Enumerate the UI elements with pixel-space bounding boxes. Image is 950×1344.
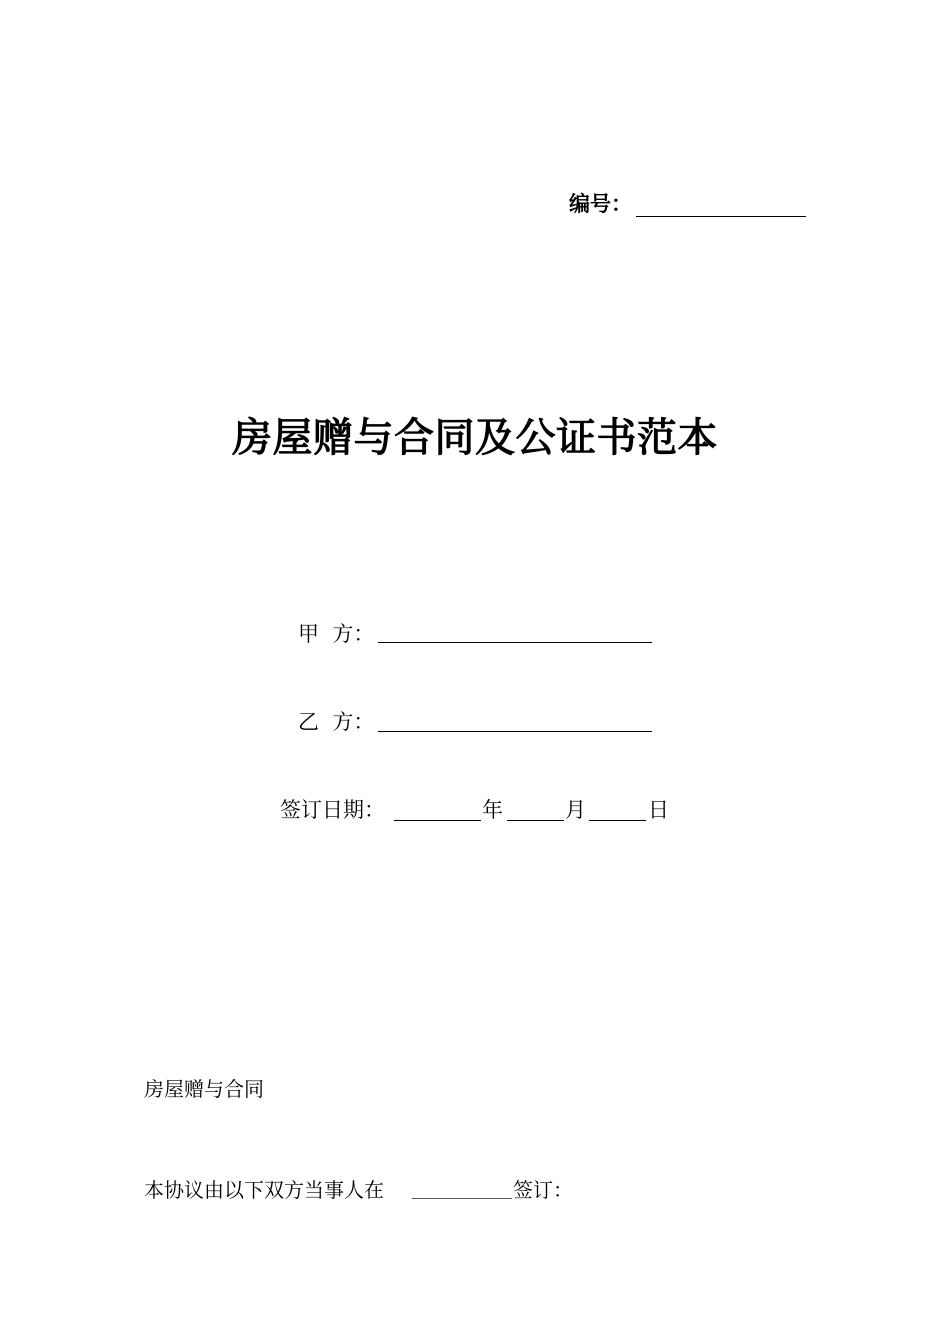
signing-year-blank [394,820,481,821]
signing-day-unit: 日 [648,798,669,822]
signing-place-blank [412,1198,512,1199]
party-a-label: 甲 方： [298,622,375,646]
document-title: 房屋赠与合同及公证书范本 [232,415,718,461]
section-heading: 房屋赠与合同 [144,1077,264,1101]
signing-date-label: 签订日期： [280,798,385,822]
party-b-label: 乙 方： [298,710,375,734]
signing-month-unit: 月 [565,798,586,822]
signing-year-unit: 年 [482,798,503,822]
party-a-blank [378,642,652,643]
intro-text-prefix: 本协议由以下双方当事人在 [144,1178,384,1202]
signing-month-blank [507,820,564,821]
serial-number-blank [636,216,806,217]
serial-number-label: 编号： [569,192,632,216]
signing-day-blank [589,820,646,821]
party-b-blank [378,731,652,732]
intro-text-suffix: 签订： [513,1178,573,1202]
